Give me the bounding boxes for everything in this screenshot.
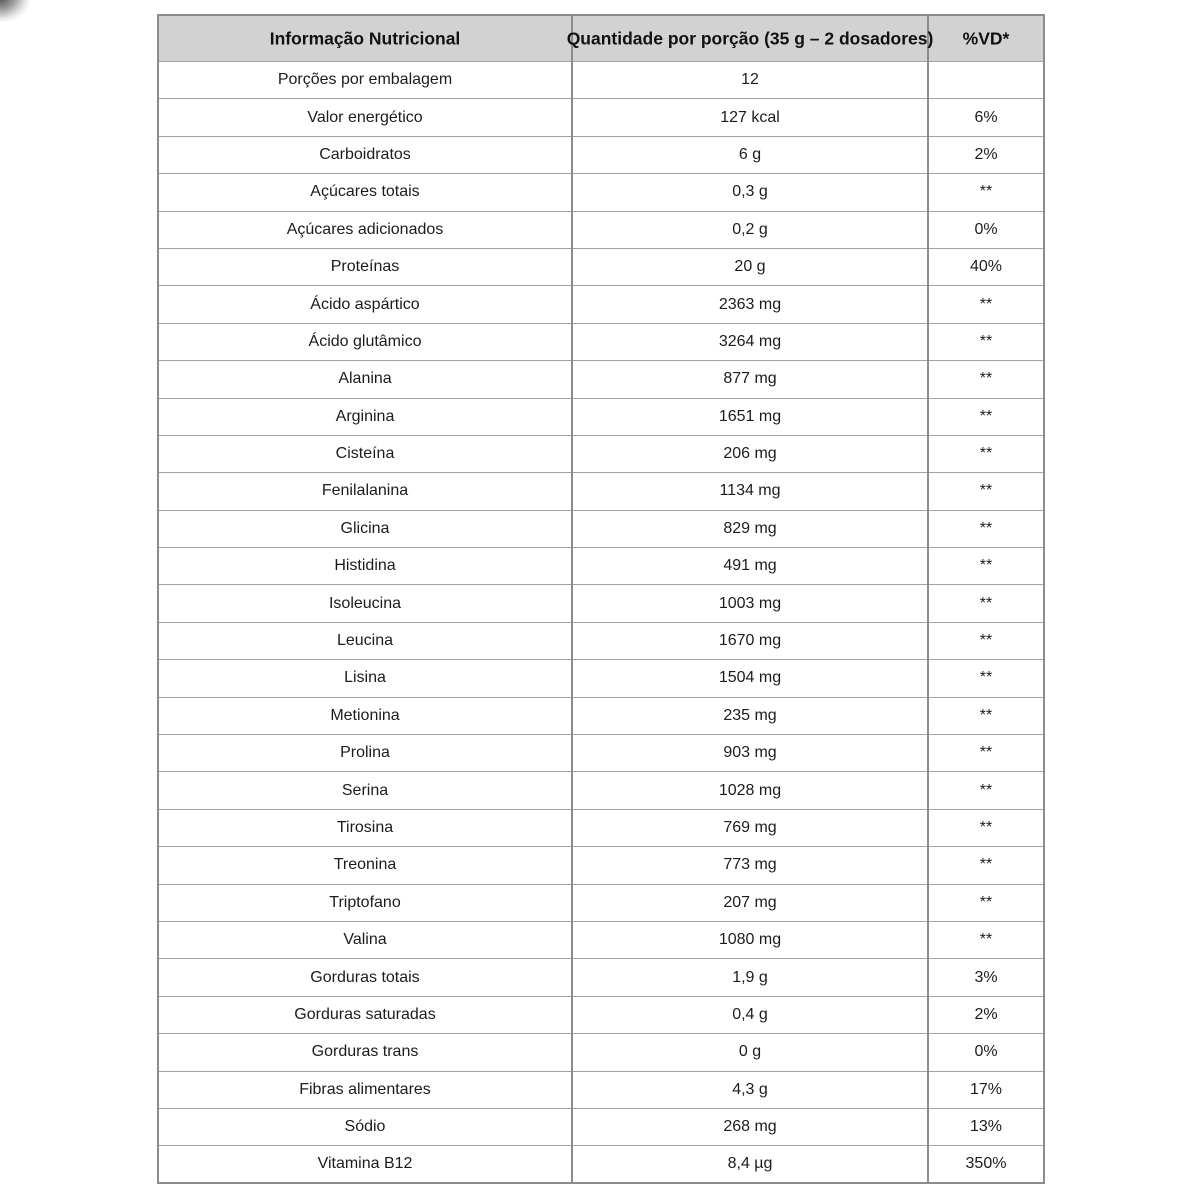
- nutrient-name-cell: Vitamina B12: [158, 1146, 572, 1183]
- dv-cell: [928, 62, 1044, 99]
- header-col-daily-value-label: %VD*: [962, 28, 1010, 48]
- nutrient-name-cell: Leucina: [158, 622, 572, 659]
- dv-cell: 2%: [928, 996, 1044, 1033]
- table-row: [158, 809, 1044, 846]
- table-row: [158, 211, 1044, 248]
- dv-cell: **: [928, 361, 1044, 398]
- nutrient-name-cell: Carboidratos: [158, 136, 572, 173]
- header-col-daily-value: [928, 15, 1044, 62]
- table-row: [158, 622, 1044, 659]
- dv-cell: 17%: [928, 1071, 1044, 1108]
- header-col-nutrition-info: [158, 15, 572, 62]
- nutrient-name-cell: Triptofano: [158, 884, 572, 921]
- quantity-cell: 12: [572, 62, 928, 99]
- quantity-cell: 1651 mg: [572, 398, 928, 435]
- quantity-cell: 1003 mg: [572, 585, 928, 622]
- dv-cell: 2%: [928, 136, 1044, 173]
- table-row: [158, 1034, 1044, 1071]
- nutrient-name-cell: Valor energético: [158, 99, 572, 136]
- table-row: [158, 660, 1044, 697]
- dv-cell: **: [928, 735, 1044, 772]
- nutrient-name-cell: Arginina: [158, 398, 572, 435]
- nutrient-name-cell: Ácido aspártico: [158, 286, 572, 323]
- quantity-cell: 829 mg: [572, 510, 928, 547]
- table-row: [158, 248, 1044, 285]
- dv-cell: 40%: [928, 248, 1044, 285]
- nutrient-name-cell: Valina: [158, 921, 572, 958]
- quantity-cell: 268 mg: [572, 1108, 928, 1145]
- dv-cell: 3%: [928, 959, 1044, 996]
- quantity-cell: 8,4 µg: [572, 1146, 928, 1183]
- quantity-cell: 773 mg: [572, 847, 928, 884]
- quantity-cell: 0,2 g: [572, 211, 928, 248]
- header-col-nutrition-info-label: Informação Nutricional: [269, 28, 461, 48]
- quantity-cell: 0 g: [572, 1034, 928, 1071]
- quantity-cell: 877 mg: [572, 361, 928, 398]
- table-row: [158, 174, 1044, 211]
- dv-cell: 0%: [928, 211, 1044, 248]
- quantity-cell: 1670 mg: [572, 622, 928, 659]
- table-row: [158, 921, 1044, 958]
- nutrition-table-header: [158, 15, 1044, 62]
- quantity-cell: 1504 mg: [572, 660, 928, 697]
- quantity-cell: 127 kcal: [572, 99, 928, 136]
- quantity-cell: 4,3 g: [572, 1071, 928, 1108]
- nutrient-name-cell: Histidina: [158, 548, 572, 585]
- table-row: [158, 286, 1044, 323]
- table-row: [158, 996, 1044, 1033]
- dv-cell: **: [928, 622, 1044, 659]
- dv-cell: **: [928, 323, 1044, 360]
- dv-cell: **: [928, 585, 1044, 622]
- nutrient-name-cell: Porções por embalagem: [158, 62, 572, 99]
- nutrient-name-cell: Ácido glutâmico: [158, 323, 572, 360]
- table-row: [158, 884, 1044, 921]
- nutrient-name-cell: Açúcares totais: [158, 174, 572, 211]
- quantity-cell: 235 mg: [572, 697, 928, 734]
- header-col-quantity-per-serving-label: Quantidade por porção (35 g – 2 dosadores): [566, 28, 934, 48]
- nutrition-table-body: [158, 62, 1044, 1184]
- table-row: [158, 398, 1044, 435]
- table-row: [158, 735, 1044, 772]
- nutrient-name-cell: Prolina: [158, 735, 572, 772]
- nutrient-name-cell: Fibras alimentares: [158, 1071, 572, 1108]
- dv-cell: **: [928, 510, 1044, 547]
- quantity-cell: 1028 mg: [572, 772, 928, 809]
- quantity-cell: 3264 mg: [572, 323, 928, 360]
- dv-cell: **: [928, 772, 1044, 809]
- nutrient-name-cell: Serina: [158, 772, 572, 809]
- table-row: [158, 473, 1044, 510]
- nutrient-name-cell: Isoleucina: [158, 585, 572, 622]
- quantity-cell: 206 mg: [572, 435, 928, 472]
- dv-cell: 0%: [928, 1034, 1044, 1071]
- nutrient-name-cell: Alanina: [158, 361, 572, 398]
- dv-cell: **: [928, 809, 1044, 846]
- quantity-cell: 0,4 g: [572, 996, 928, 1033]
- table-row: [158, 99, 1044, 136]
- quantity-cell: 491 mg: [572, 548, 928, 585]
- nutrient-name-cell: Gorduras saturadas: [158, 996, 572, 1033]
- table-row: [158, 361, 1044, 398]
- quantity-cell: 20 g: [572, 248, 928, 285]
- nutrient-name-cell: Açúcares adicionados: [158, 211, 572, 248]
- nutrition-table-container: [157, 14, 1043, 1184]
- nutrient-name-cell: Metionina: [158, 697, 572, 734]
- nutrient-name-cell: Sódio: [158, 1108, 572, 1145]
- quantity-cell: 903 mg: [572, 735, 928, 772]
- table-row: [158, 959, 1044, 996]
- quantity-cell: 207 mg: [572, 884, 928, 921]
- table-row: [158, 435, 1044, 472]
- quantity-cell: 1,9 g: [572, 959, 928, 996]
- header-col-quantity-per-serving: [566, 15, 934, 62]
- nutrient-name-cell: Treonina: [158, 847, 572, 884]
- photo-corner-smudge: [0, 0, 30, 22]
- quantity-cell: 6 g: [572, 136, 928, 173]
- dv-cell: **: [928, 847, 1044, 884]
- dv-cell: **: [928, 548, 1044, 585]
- nutrient-name-cell: Glicina: [158, 510, 572, 547]
- nutrient-name-cell: Gorduras totais: [158, 959, 572, 996]
- quantity-cell: 0,3 g: [572, 174, 928, 211]
- dv-cell: **: [928, 660, 1044, 697]
- table-row: [158, 847, 1044, 884]
- quantity-cell: 1080 mg: [572, 921, 928, 958]
- dv-cell: **: [928, 174, 1044, 211]
- dv-cell: **: [928, 398, 1044, 435]
- dv-cell: 13%: [928, 1108, 1044, 1145]
- nutrient-name-cell: Tirosina: [158, 809, 572, 846]
- quantity-cell: 769 mg: [572, 809, 928, 846]
- dv-cell: **: [928, 921, 1044, 958]
- table-row: [158, 1071, 1044, 1108]
- table-row: [158, 62, 1044, 99]
- nutrition-table: [157, 14, 1045, 1184]
- dv-cell: 6%: [928, 99, 1044, 136]
- nutrient-name-cell: Proteínas: [158, 248, 572, 285]
- quantity-cell: 2363 mg: [572, 286, 928, 323]
- table-row: [158, 510, 1044, 547]
- nutrient-name-cell: Gorduras trans: [158, 1034, 572, 1071]
- quantity-cell: 1134 mg: [572, 473, 928, 510]
- table-row: [158, 136, 1044, 173]
- nutrient-name-cell: Cisteína: [158, 435, 572, 472]
- table-row: [158, 1146, 1044, 1183]
- table-row: [158, 1108, 1044, 1145]
- nutrient-name-cell: Lisina: [158, 660, 572, 697]
- dv-cell: **: [928, 435, 1044, 472]
- nutrient-name-cell: Fenilalanina: [158, 473, 572, 510]
- table-row: [158, 697, 1044, 734]
- table-row: [158, 548, 1044, 585]
- dv-cell: **: [928, 697, 1044, 734]
- table-row: [158, 585, 1044, 622]
- table-row: [158, 772, 1044, 809]
- dv-cell: **: [928, 473, 1044, 510]
- dv-cell: **: [928, 286, 1044, 323]
- dv-cell: 350%: [928, 1146, 1044, 1183]
- header-row: [158, 15, 1044, 62]
- dv-cell: **: [928, 884, 1044, 921]
- table-row: [158, 323, 1044, 360]
